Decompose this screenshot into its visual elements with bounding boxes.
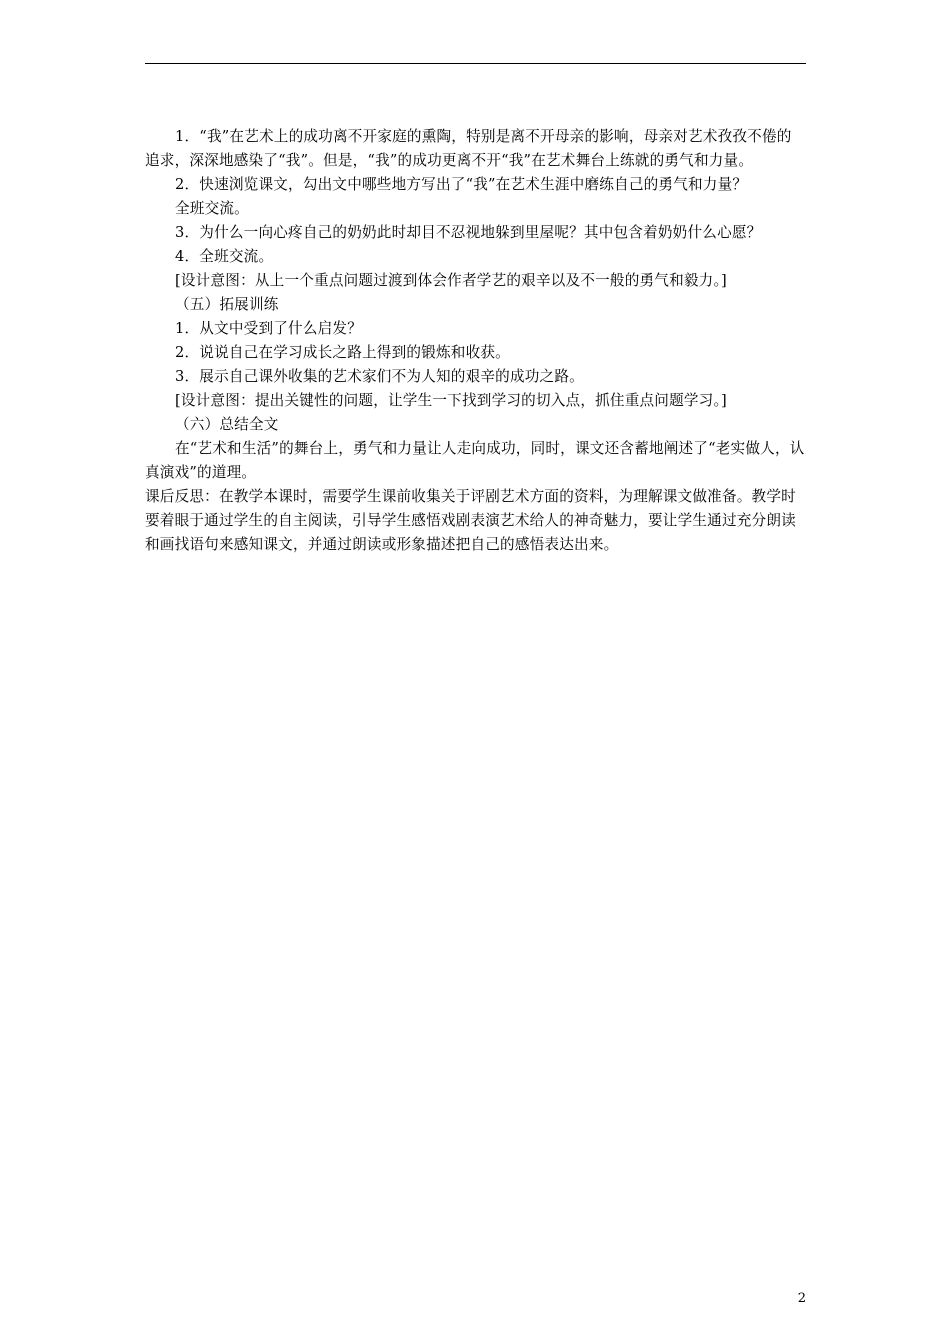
paragraph-point-2: 2．快速浏览课文，勾出文中哪些地方写出了“我”在艺术生涯中磨练自己的勇气和力量？ bbox=[175, 176, 748, 193]
paragraph-point-1: 1．“我”在艺术上的成功离不开家庭的熏陶，特别是离不开母亲的影响，母亲对艺术孜孜不倦的追求，深深地感染了“我”。但是，“我”的成功更离不开“我”在艺术舞台上练就的勇气和力量。 bbox=[145, 128, 792, 169]
reflection-paragraph: 课后反思：在教学本课时，需要学生课前收集关于评剧艺术方面的资料，为理解课文做准备。教学时要着眼于通过学生的自主阅读，引导学生感悟戏剧表演艺术给人的神奇魅力，要让学生通过充分朗读和画找语句来感知课文，并通过朗读或形象描述把自己的感悟表达出来。 bbox=[145, 488, 796, 553]
design-intent-note-1: [设计意图：从上一个重点问题过渡到体会作者学艺的艰辛以及不一般的勇气和毅力。] bbox=[175, 272, 727, 289]
extension-item-3: 3．展示自己课外收集的艺术家们不为人知的艰辛的成功之路。 bbox=[175, 368, 584, 385]
design-intent-note-2: [设计意图：提出关键性的问题，让学生一下找到学习的切入点，抓住重点问题学习。] bbox=[175, 392, 727, 409]
section-heading-extension: （五）拓展训练 bbox=[175, 296, 279, 313]
header-rule bbox=[145, 63, 806, 64]
extension-item-2: 2．说说自己在学习成长之路上得到的锻炼和收获。 bbox=[175, 344, 510, 361]
paragraph-point-3: 3．为什么一向心疼自己的奶奶此时却目不忍视地躲到里屋呢？其中包含着奶奶什么心愿？ bbox=[175, 224, 762, 241]
document-body bbox=[145, 125, 806, 557]
page-number: 2 bbox=[797, 1291, 806, 1306]
extension-item-1: 1．从文中受到了什么启发？ bbox=[175, 320, 363, 337]
paragraph-point-4: 4．全班交流。 bbox=[175, 248, 274, 265]
paragraph-class-exchange: 全班交流。 bbox=[175, 200, 249, 217]
summary-paragraph: 在“艺术和生活”的舞台上，勇气和力量让人走向成功，同时，课文还含蓄地阐述了“老实做人，认真演戏”的道理。 bbox=[145, 440, 805, 481]
section-heading-summary: （六）总结全文 bbox=[175, 416, 279, 433]
